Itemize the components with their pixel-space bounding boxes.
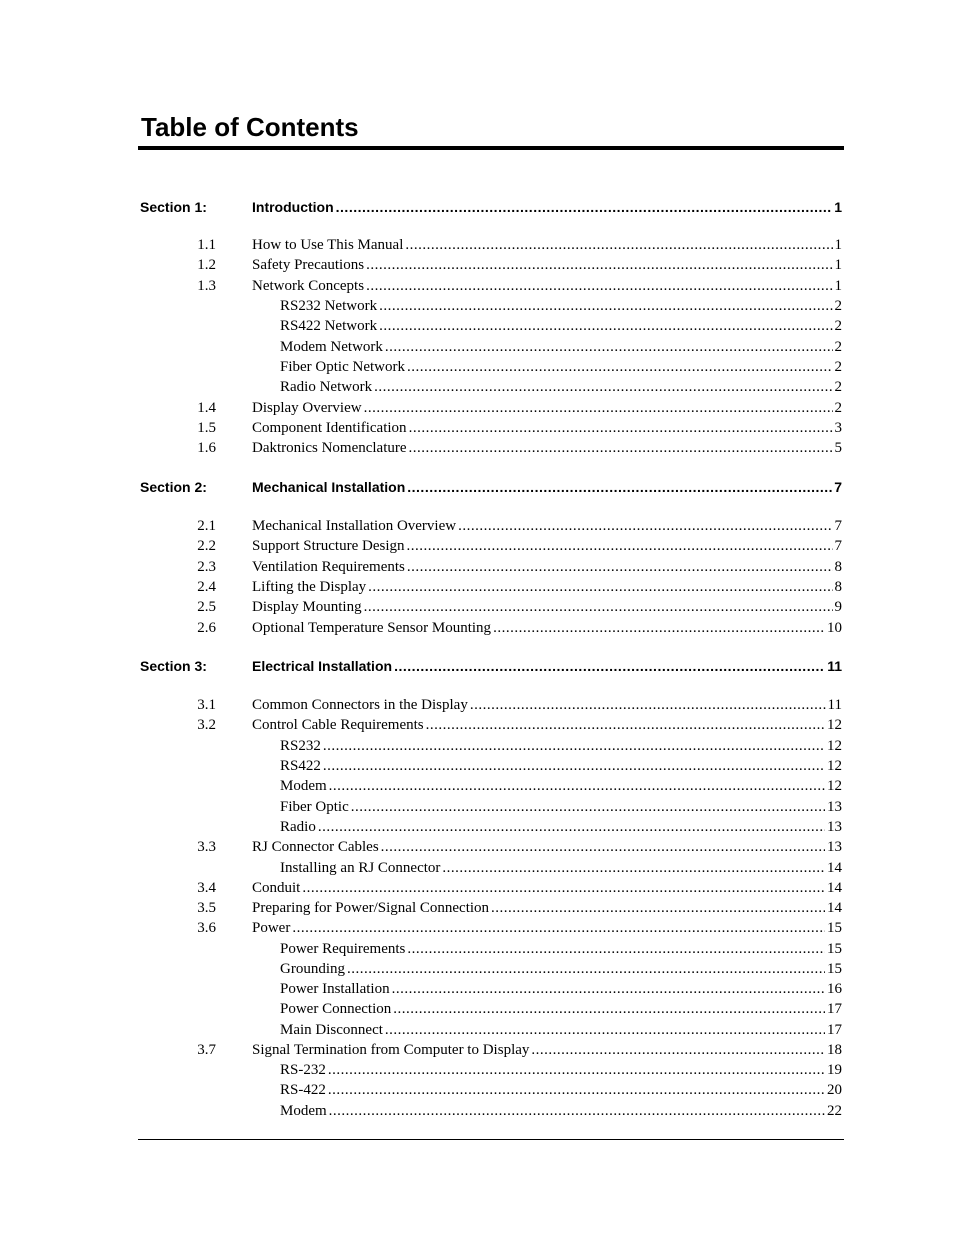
- toc-entry-row: [0, 695, 954, 715]
- dot-leader: [406, 536, 832, 556]
- dot-leader: [379, 296, 832, 316]
- toc-entry-line: [252, 438, 842, 458]
- toc-entry-row: [0, 337, 954, 357]
- toc-page-number: 2: [834, 298, 842, 314]
- toc-entry-line: [280, 1020, 842, 1040]
- toc-entry-row: [0, 959, 954, 979]
- toc-entry-row: [0, 1020, 954, 1040]
- toc-entry-title: Electrical Installation: [252, 658, 393, 674]
- toc-entry-line: [280, 296, 842, 316]
- dot-leader: [393, 999, 825, 1019]
- toc-entry-row: [0, 979, 954, 999]
- toc-entry-row: [0, 316, 954, 336]
- toc-entry-line: [252, 837, 842, 857]
- dot-leader: [323, 756, 825, 776]
- dot-leader: [405, 235, 832, 255]
- toc-entry-title: Display Mounting: [252, 599, 362, 615]
- toc-page-number: 12: [827, 738, 842, 754]
- toc-page-number: 1: [834, 237, 842, 253]
- toc-page-number: 7: [834, 518, 842, 534]
- dot-leader: [407, 357, 833, 377]
- toc-entry-row: [0, 357, 954, 377]
- toc-page-number: 7: [834, 538, 842, 554]
- toc-entry-title: RS-232: [280, 1062, 326, 1078]
- dot-leader: [458, 516, 832, 536]
- toc-entry-title: Power Installation: [280, 981, 390, 997]
- toc-entry-number: 3.2: [197, 717, 216, 733]
- toc-entry-line: [252, 656, 842, 676]
- toc-entry-line: [252, 557, 842, 577]
- toc-page-number: 3: [834, 420, 842, 436]
- toc-page-number: 11: [827, 697, 842, 713]
- toc-entry-title: How to Use This Manual: [252, 237, 404, 253]
- toc-section-row: [0, 656, 954, 676]
- toc-page-number: 14: [827, 880, 842, 896]
- dot-leader: [292, 918, 825, 938]
- toc-entry-row: [0, 715, 954, 735]
- dot-leader: [364, 597, 833, 617]
- toc-entry-row: [0, 235, 954, 255]
- toc-page-number: 9: [834, 599, 842, 615]
- toc-page-number: 15: [827, 941, 842, 957]
- toc-entry-title: Display Overview: [252, 400, 362, 416]
- toc-entry-title: Network Concepts: [252, 278, 365, 294]
- toc-entry-line: [252, 197, 842, 217]
- toc-entry-title: Conduit: [252, 880, 301, 896]
- toc-entry-number: 3.4: [197, 880, 216, 896]
- dot-leader: [329, 776, 825, 796]
- dot-leader: [407, 939, 825, 959]
- toc-entry-line: [280, 858, 842, 878]
- toc-entry-line: [252, 418, 842, 438]
- dot-leader: [368, 577, 832, 597]
- toc-entry-line: [252, 898, 842, 918]
- toc-entry-number: 3.3: [197, 839, 216, 855]
- toc-entry-title: Support Structure Design: [252, 538, 405, 554]
- toc-page-number: 12: [827, 717, 842, 733]
- toc-entry-number: 1.3: [197, 278, 216, 294]
- toc-entry-line: [280, 776, 842, 796]
- toc-entry-title: Safety Precautions: [252, 257, 365, 273]
- toc-entry-line: [280, 736, 842, 756]
- toc-page-number: 18: [827, 1042, 842, 1058]
- toc-entry-title: Ventilation Requirements: [252, 559, 405, 575]
- toc-entry-number: 2.3: [197, 559, 216, 575]
- toc-entry-line: [280, 1060, 842, 1080]
- toc-entry-row: [0, 296, 954, 316]
- toc-entry-title: Preparing for Power/Signal Connection: [252, 900, 490, 916]
- toc-entry-row: [0, 276, 954, 296]
- toc-entry-title: Power: [252, 920, 291, 936]
- toc-entry-number: 1.4: [197, 400, 216, 416]
- toc-page-number: 17: [827, 1022, 842, 1038]
- toc-entry-title: Mechanical Installation Overview: [252, 518, 457, 534]
- toc-entry-line: [280, 756, 842, 776]
- toc-entry-number: 2.6: [197, 620, 216, 636]
- toc-entry-line: [280, 357, 842, 377]
- toc-entry-line: [280, 939, 842, 959]
- toc-entry-title: Main Disconnect: [280, 1022, 383, 1038]
- toc-entry-number: 1.5: [197, 420, 216, 436]
- toc-entry-line: [252, 536, 842, 556]
- toc-entry-number: 2.4: [197, 579, 216, 595]
- toc-page-number: 22: [827, 1103, 842, 1119]
- toc-entry-number: 1.1: [197, 237, 216, 253]
- dot-leader: [364, 398, 833, 418]
- toc-entry-line: [252, 597, 842, 617]
- toc-entry-title: Modem: [280, 1103, 327, 1119]
- dot-leader: [366, 276, 832, 296]
- toc-entry-row: [0, 1060, 954, 1080]
- toc-entry-title: Common Connectors in the Display: [252, 697, 468, 713]
- toc-entry-number: 3.1: [197, 697, 216, 713]
- toc-entry-row: [0, 756, 954, 776]
- toc-entry-row: [0, 255, 954, 275]
- toc-entry-number: 2.5: [197, 599, 216, 615]
- toc-entry-row: [0, 418, 954, 438]
- toc-entry-number: 3.7: [197, 1042, 216, 1058]
- toc-page-number: 13: [827, 799, 842, 815]
- dot-leader: [347, 959, 825, 979]
- toc-page-number: 8: [834, 579, 842, 595]
- toc-page-number: 2: [834, 400, 842, 416]
- toc-page-number: 16: [827, 981, 842, 997]
- toc-entry-line: [252, 618, 842, 638]
- toc-page-number: 17: [827, 1001, 842, 1017]
- dot-leader: [470, 695, 826, 715]
- dot-leader: [328, 1080, 825, 1100]
- dot-leader: [328, 1060, 825, 1080]
- dot-leader: [374, 377, 832, 397]
- toc-entry-title: RS-422: [280, 1082, 326, 1098]
- toc-entry-row: [0, 776, 954, 796]
- toc-entry-title: Daktronics Nomenclature: [252, 440, 407, 456]
- dot-leader: [329, 1101, 825, 1121]
- toc-entry-title: Modem Network: [280, 339, 383, 355]
- dot-leader: [426, 715, 825, 735]
- toc-page-number: 13: [827, 819, 842, 835]
- toc-entry-line: [252, 577, 842, 597]
- toc-entry-number: 3.5: [197, 900, 216, 916]
- toc-entry-title: Signal Termination from Computer to Display: [252, 1042, 530, 1058]
- dot-leader: [385, 337, 833, 357]
- toc-section-row: [0, 477, 954, 497]
- toc-entry-title: Introduction: [252, 199, 334, 215]
- toc-entry-row: [0, 918, 954, 938]
- toc-entry-title: Lifting the Display: [252, 579, 367, 595]
- toc-entry-row: [0, 898, 954, 918]
- toc-entry-title: Mechanical Installation: [252, 479, 406, 495]
- toc-entry-title: Control Cable Requirements: [252, 717, 424, 733]
- toc-entry-row: [0, 939, 954, 959]
- dot-leader: [351, 797, 825, 817]
- toc-entry-title: RJ Connector Cables: [252, 839, 379, 855]
- toc-entry-title: Component Identification: [252, 420, 407, 436]
- toc-page-number: 2: [834, 359, 842, 375]
- toc-entry-title: Installing an RJ Connector: [280, 860, 441, 876]
- dot-leader: [379, 316, 832, 336]
- toc-entry-row: [0, 577, 954, 597]
- dot-leader: [493, 618, 825, 638]
- toc-entry-row: [0, 1080, 954, 1100]
- toc-entry-number: 3.6: [197, 920, 216, 936]
- dot-leader: [409, 438, 833, 458]
- toc-entry-line: [280, 959, 842, 979]
- toc-entry-line: [252, 255, 842, 275]
- toc-entry-line: [252, 235, 842, 255]
- dot-leader: [323, 736, 825, 756]
- dot-leader: [366, 255, 832, 275]
- dot-leader: [318, 817, 825, 837]
- toc-entry-row: [0, 797, 954, 817]
- toc-entry-line: [280, 797, 842, 817]
- page-title: Table of Contents: [141, 112, 359, 142]
- toc-entry-row: [0, 858, 954, 878]
- toc-entry-title: RS232: [280, 738, 321, 754]
- dot-leader: [392, 979, 825, 999]
- dot-leader: [381, 837, 825, 857]
- toc-entry-title: Radio Network: [280, 379, 373, 395]
- toc-entry-line: [252, 1040, 842, 1060]
- toc-entry-line: [280, 817, 842, 837]
- toc-entry-row: [0, 438, 954, 458]
- toc-page-number: 5: [834, 440, 842, 456]
- toc-section-row: [0, 197, 954, 217]
- toc-entry-row: [0, 516, 954, 536]
- toc-entry-row: [0, 1101, 954, 1121]
- toc-page-number: 8: [834, 559, 842, 575]
- dot-leader: [407, 477, 832, 497]
- toc-entry-row: [0, 1040, 954, 1060]
- toc-page-number: 10: [827, 620, 842, 636]
- toc-entry-row: [0, 878, 954, 898]
- dot-leader: [385, 1020, 825, 1040]
- dot-leader: [407, 557, 833, 577]
- toc-entry-line: [280, 316, 842, 336]
- toc-page-number: 13: [827, 839, 842, 855]
- toc-entry-number: 1.6: [197, 440, 216, 456]
- toc-entry-line: [280, 1101, 842, 1121]
- toc-entry-number: Section 3:: [140, 658, 207, 674]
- toc-page-number: 7: [834, 479, 842, 495]
- toc-entry-line: [252, 918, 842, 938]
- toc-entry-row: [0, 837, 954, 857]
- toc-entry-row: [0, 398, 954, 418]
- toc-entry-title: Modem: [280, 778, 327, 794]
- toc-page-number: 1: [834, 257, 842, 273]
- toc-entry-number: 2.1: [197, 518, 216, 534]
- toc-entry-number: 2.2: [197, 538, 216, 554]
- dot-leader: [442, 858, 825, 878]
- toc-entry-row: [0, 817, 954, 837]
- toc-page-number: 20: [827, 1082, 842, 1098]
- toc-page-number: 1: [834, 278, 842, 294]
- toc-entry-line: [280, 979, 842, 999]
- dot-leader: [302, 878, 825, 898]
- toc-entry-line: [280, 377, 842, 397]
- toc-entry-title: Optional Temperature Sensor Mounting: [252, 620, 492, 636]
- toc-entry-row: [0, 736, 954, 756]
- toc-page-number: 12: [827, 778, 842, 794]
- toc-page-number: 2: [834, 318, 842, 334]
- toc-entry-line: [280, 1080, 842, 1100]
- toc-page-number: 14: [827, 860, 842, 876]
- footer-rule: [138, 1139, 844, 1140]
- toc-entry-row: [0, 536, 954, 556]
- toc-entry-row: [0, 597, 954, 617]
- toc-entry-title: RS232 Network: [280, 298, 378, 314]
- toc-page-number: 14: [827, 900, 842, 916]
- toc-entry-title: Radio: [280, 819, 316, 835]
- toc-entry-row: [0, 618, 954, 638]
- dot-leader: [531, 1040, 825, 1060]
- toc-page-number: 1: [834, 199, 842, 215]
- dot-leader: [409, 418, 833, 438]
- toc-entry-line: [280, 999, 842, 1019]
- toc-page-number: 19: [827, 1062, 842, 1078]
- toc-page-number: 2: [834, 339, 842, 355]
- toc-entry-title: RS422: [280, 758, 321, 774]
- toc-entry-number: Section 2:: [140, 479, 207, 495]
- dot-leader: [394, 656, 825, 676]
- toc-entry-line: [252, 878, 842, 898]
- toc-page-number: 15: [827, 961, 842, 977]
- toc-entry-title: Grounding: [280, 961, 345, 977]
- toc-entry-line: [252, 477, 842, 497]
- toc-entry-line: [252, 715, 842, 735]
- toc-entry-line: [252, 398, 842, 418]
- toc-page-number: 2: [834, 379, 842, 395]
- toc-entry-row: [0, 999, 954, 1019]
- toc-entry-line: [252, 276, 842, 296]
- toc-entry-line: [280, 337, 842, 357]
- toc-entry-title: Power Connection: [280, 1001, 392, 1017]
- toc-entry-number: 1.2: [197, 257, 216, 273]
- toc-entry-line: [252, 695, 842, 715]
- toc-page-number: 11: [827, 658, 842, 674]
- toc-entry-title: Fiber Optic Network: [280, 359, 405, 375]
- dot-leader: [491, 898, 825, 918]
- dot-leader: [336, 197, 833, 217]
- toc-page-number: 15: [827, 920, 842, 936]
- toc-entry-row: [0, 557, 954, 577]
- toc-entry-row: [0, 377, 954, 397]
- toc-page-number: 12: [827, 758, 842, 774]
- toc-entry-number: Section 1:: [140, 199, 207, 215]
- toc-entry-title: Fiber Optic: [280, 799, 349, 815]
- toc-entry-title: RS422 Network: [280, 318, 378, 334]
- toc-entry-title: Power Requirements: [280, 941, 406, 957]
- toc-entry-line: [252, 516, 842, 536]
